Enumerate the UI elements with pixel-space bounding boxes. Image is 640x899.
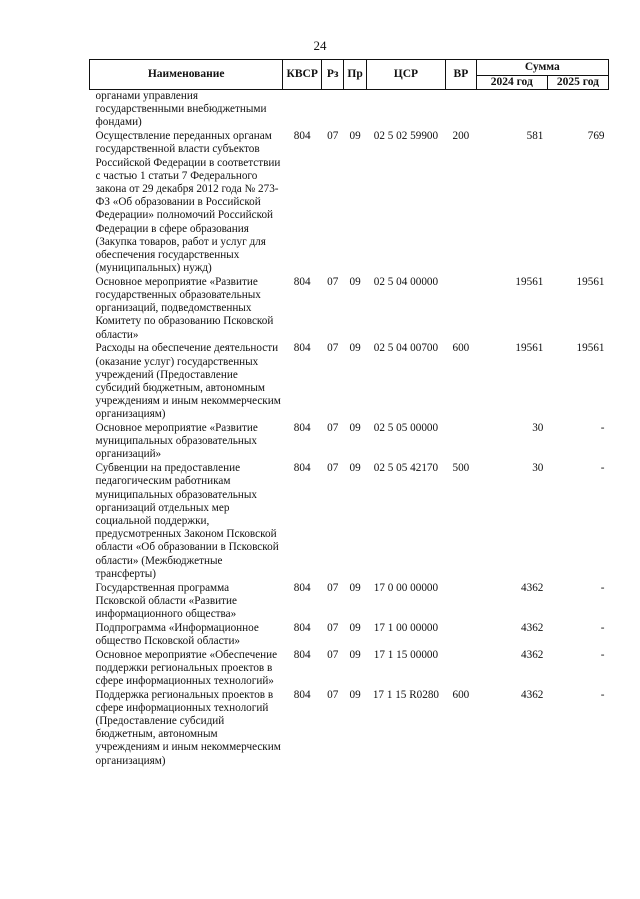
cell-rz: 07: [327, 342, 339, 355]
header-kvsr: КВСР: [283, 60, 322, 90]
cell-sum-2025: -: [600, 688, 605, 701]
cell-name: Основное мероприятие «Развитие государственных образовательных организаций, подведомственных Комитету по образованию Псковской области»: [95, 275, 274, 341]
cell-name: Расходы на обеспечение деятельности (оказание услуг) государственных учреждений (Предоставление субсидий бюджетным, автономным учреждениям и иным некоммерческим организациям): [95, 342, 281, 421]
table-row: [90, 689, 609, 769]
table-row: [90, 462, 609, 581]
table-row: [90, 622, 609, 649]
cell-pr: 09: [349, 688, 361, 701]
cell-csr: 17 1 15 00000: [373, 648, 439, 661]
cell-vr: [446, 422, 477, 462]
header-csr: ЦСР: [366, 60, 445, 90]
cell-rz: 07: [327, 422, 339, 435]
cell-rz: 07: [327, 688, 339, 701]
header-vr: ВР: [446, 60, 477, 90]
table-row: [90, 649, 609, 689]
cell-csr: 02 5 04 00000: [373, 275, 439, 288]
cell-pr: 09: [349, 130, 361, 143]
cell-sum-2024: 30: [532, 462, 544, 475]
cell-sum-2025: [547, 90, 608, 131]
cell-vr: 600: [452, 342, 470, 355]
cell-sum-2025: -: [600, 422, 605, 435]
cell-pr: 09: [349, 581, 361, 594]
cell-sum-2024: 19561: [515, 275, 544, 288]
cell-csr: [366, 90, 445, 131]
cell-kvsr: 804: [293, 462, 311, 475]
cell-sum-2024: [476, 90, 547, 131]
cell-name: Государственная программа Псковской области «Развитие информационного общества»: [95, 581, 237, 620]
cell-sum-2025: -: [600, 462, 605, 475]
cell-sum-2025: 769: [587, 130, 605, 143]
cell-sum-2025: -: [600, 581, 605, 594]
header-year-2025: 2025 год: [547, 76, 608, 90]
cell-sum-2025: -: [600, 648, 605, 661]
header-year-2024: 2024 год: [476, 76, 547, 90]
cell-sum-2024: 19561: [515, 342, 544, 355]
header-sum: Сумма: [476, 60, 608, 76]
cell-pr: 09: [349, 462, 361, 475]
cell-rz: [322, 90, 344, 131]
cell-csr: 02 5 04 00700: [373, 342, 439, 355]
cell-pr: [344, 90, 366, 131]
cell-csr: 02 5 05 42170: [373, 462, 439, 475]
cell-sum-2024: 4362: [521, 648, 544, 661]
table-row: [90, 582, 609, 622]
cell-rz: 07: [327, 462, 339, 475]
cell-sum-2024: 4362: [521, 688, 544, 701]
cell-pr: 09: [349, 621, 361, 634]
table-row: [90, 90, 609, 131]
cell-kvsr: [283, 90, 322, 131]
table-header: [90, 60, 609, 90]
table-row: [90, 342, 609, 422]
cell-vr: [446, 276, 477, 343]
cell-sum-2024: 581: [526, 130, 544, 143]
cell-name: Субвенции на предоставление педагогическим работникам муниципальных образовательных организаций отдельных мер социальной поддержки, предусмотренных Законом Псковской области «Об образовании в Псковской области» (Межбюджетные трансферты): [95, 462, 279, 580]
cell-pr: 09: [349, 275, 361, 288]
cell-csr: 17 1 15 R0280: [372, 688, 440, 701]
cell-name: Поддержка региональных проектов в сфере информационных технологий (Предоставление субсидий бюджетным, автономным учреждениям и иным некоммерческим организациям): [95, 688, 281, 767]
cell-name: Основное мероприятие «Развитие муниципальных образовательных организаций»: [95, 422, 258, 461]
cell-pr: 09: [349, 342, 361, 355]
table-body: [90, 90, 609, 769]
cell-sum-2024: 30: [532, 422, 544, 435]
table-row: [90, 422, 609, 462]
cell-name: Осуществление переданных органам государственной власти субъектов Российской Федерации в соответствии с частью 1 статьи 7 Федерального закона от 29 декабря 2012 года № 273-ФЗ «Об образовании в Российской Федерации» полномочий Российской Федерации в сфере образования (Закупка товаров, работ и услуг для обеспечения государственных (муниципальных) нужд): [95, 130, 281, 275]
cell-pr: 09: [349, 422, 361, 435]
header-pr: Пр: [344, 60, 366, 90]
header-name: Наименование: [90, 60, 283, 90]
cell-kvsr: 804: [293, 648, 311, 661]
page-number: 24: [313, 38, 327, 53]
cell-vr: [446, 649, 477, 689]
cell-kvsr: 804: [293, 275, 311, 288]
cell-kvsr: 804: [293, 342, 311, 355]
cell-sum-2025: -: [600, 621, 605, 634]
cell-sum-2025: 19561: [576, 342, 605, 355]
cell-rz: 07: [327, 130, 339, 143]
header-rz: Рз: [322, 60, 344, 90]
budget-table: [89, 59, 609, 768]
cell-rz: 07: [327, 621, 339, 634]
cell-rz: 07: [327, 275, 339, 288]
cell-name: Подпрограмма «Информационное общество Псковской области»: [95, 621, 259, 647]
cell-csr: 02 5 05 00000: [373, 422, 439, 435]
cell-pr: 09: [349, 648, 361, 661]
cell-sum-2025: 19561: [576, 275, 605, 288]
cell-sum-2024: 4362: [521, 621, 544, 634]
cell-csr: 17 1 00 00000: [373, 621, 439, 634]
cell-rz: 07: [327, 581, 339, 594]
cell-vr: [446, 622, 477, 649]
cell-kvsr: 804: [293, 688, 311, 701]
table-row: [90, 130, 609, 276]
cell-name: Основное мероприятие «Обеспечение поддержки региональных проектов в сфере информационных технологий»: [95, 648, 278, 687]
cell-csr: 17 0 00 00000: [373, 581, 439, 594]
cell-sum-2024: 4362: [521, 581, 544, 594]
cell-rz: 07: [327, 648, 339, 661]
cell-name: органами управления государственными внебюджетными фондами): [95, 90, 267, 129]
cell-vr: 500: [452, 462, 470, 475]
cell-csr: 02 5 02 59900: [373, 130, 439, 143]
cell-vr: 200: [452, 130, 470, 143]
cell-kvsr: 804: [293, 621, 311, 634]
table-row: [90, 276, 609, 343]
cell-kvsr: 804: [293, 130, 311, 143]
cell-vr: 600: [452, 688, 470, 701]
cell-kvsr: 804: [293, 422, 311, 435]
cell-vr: [446, 582, 477, 622]
cell-kvsr: 804: [293, 581, 311, 594]
cell-vr: [446, 90, 477, 131]
